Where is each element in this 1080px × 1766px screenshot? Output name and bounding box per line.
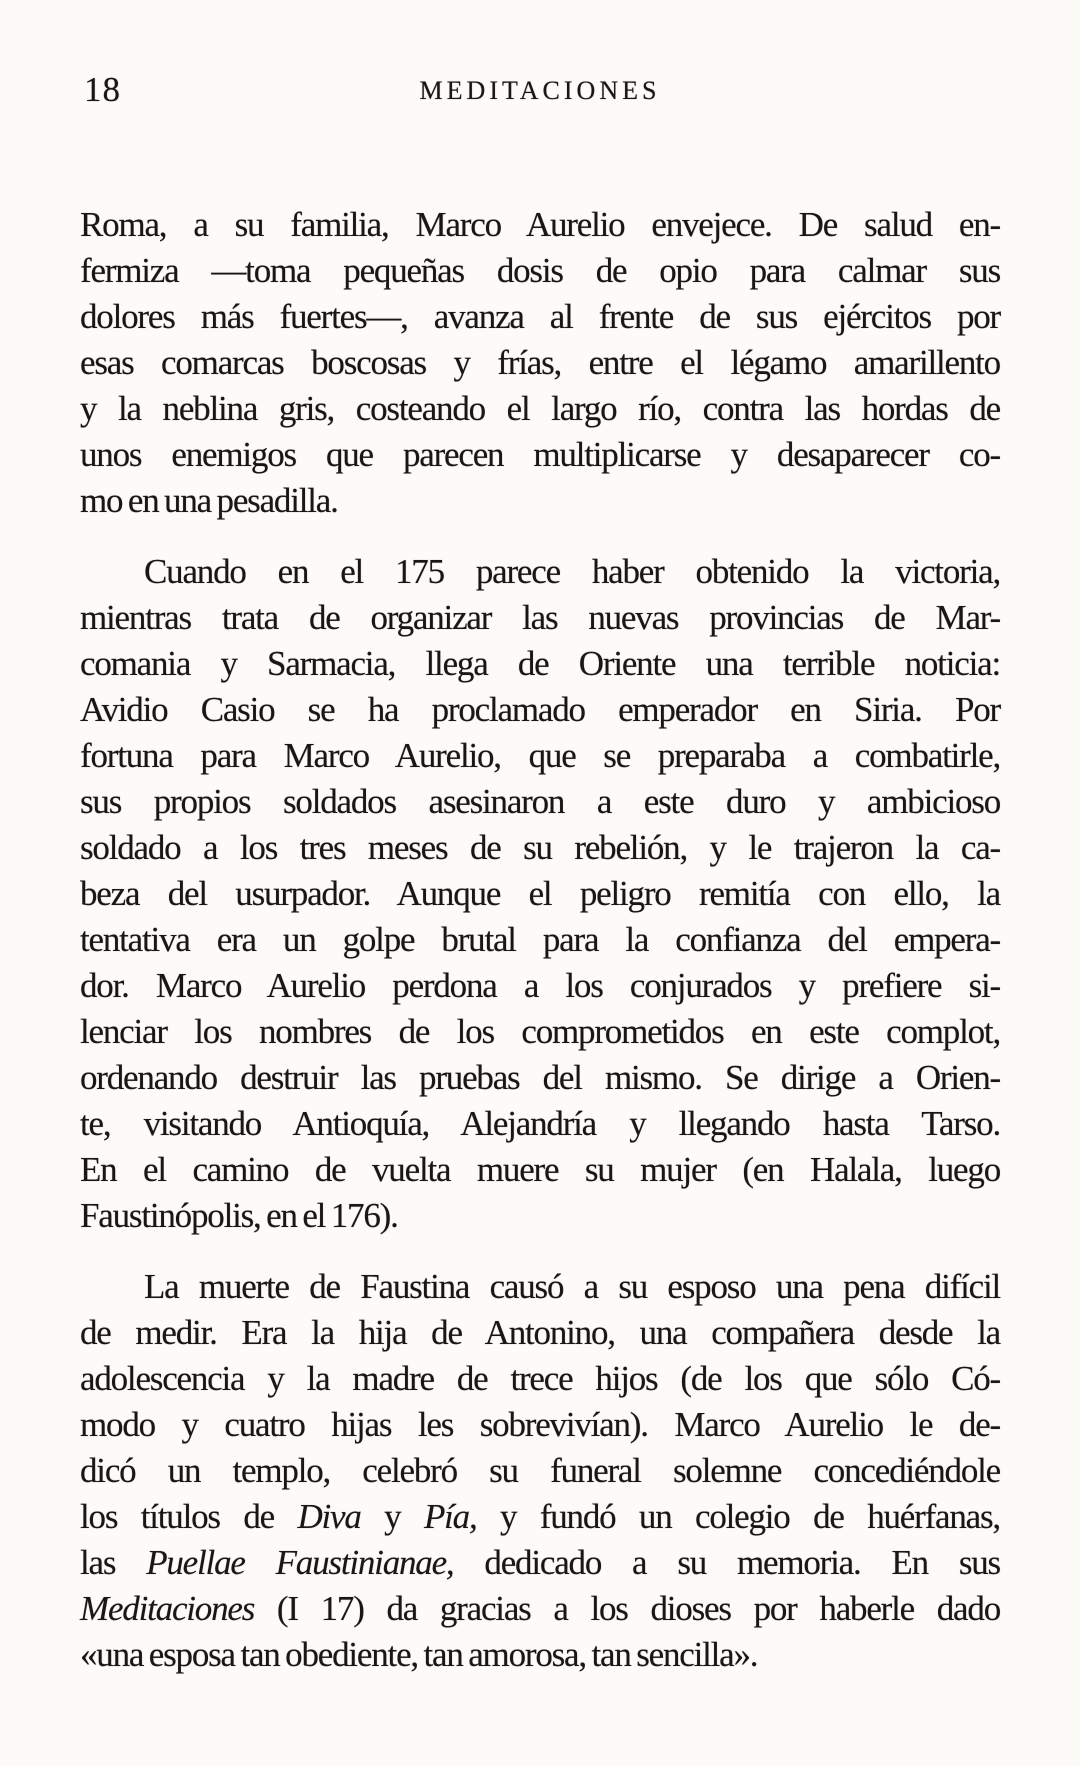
text-line: y la neblina gris, costeando el largo río, contra las hordas de (80, 389, 1000, 428)
paragraph (80, 1264, 1000, 1678)
text-line: Faustinópolis, en el 176). (80, 1196, 398, 1235)
text-line: adolescencia y la madre de trece hijos (de los que sólo Có- (80, 1359, 1000, 1398)
text-line: ordenando destruir las pruebas del mismo. Se dirige a Orien- (80, 1058, 1000, 1097)
text-line: La muerte de Faustina causó a su esposo una pena difícil (144, 1267, 1000, 1306)
text-line: dicó un templo, celebró su funeral solemne concediéndole (80, 1451, 1000, 1490)
text-line: Meditaciones (I 17) da gracias a los dioses por haberle dado (80, 1589, 1000, 1628)
text-line: mo en una pesadilla. (80, 481, 338, 520)
text-line: modo y cuatro hijas les sobrevivían). Marco Aurelio le de- (80, 1405, 1000, 1444)
text-line: Roma, a su familia, Marco Aurelio envejece. De salud en- (80, 205, 1000, 244)
text-line: sus propios soldados asesinaron a este duro y ambicioso (80, 782, 1000, 821)
text-line: te, visitando Antioquía, Alejandría y llegando hasta Tarso. (80, 1104, 1000, 1143)
page-number: 18 (84, 70, 121, 109)
text-line: Cuando en el 175 parece haber obtenido la victoria, (144, 552, 1000, 591)
page-header (80, 68, 1000, 112)
text-line: fermiza —toma pequeñas dosis de opio para calmar sus (80, 251, 1000, 290)
text-line: fortuna para Marco Aurelio, que se preparaba a combatirle, (80, 736, 1000, 775)
text-line: Avidio Casio se ha proclamado emperador en Siria. Por (80, 690, 1000, 729)
text-line: de medir. Era la hija de Antonino, una compañera desde la (80, 1313, 1000, 1352)
italic-text: Puellae Faustinianae, (146, 1543, 454, 1582)
text-line: esas comarcas boscosas y frías, entre el légamo amarillento (80, 343, 1000, 382)
text-line: comania y Sarmacia, llega de Oriente una terrible noticia: (80, 644, 1000, 683)
text-line: dor. Marco Aurelio perdona a los conjurados y prefiere si- (80, 966, 1000, 1005)
body-text (80, 202, 1000, 1678)
text-line: beza del usurpador. Aunque el peligro remitía con ello, la (80, 874, 1000, 913)
text-line: soldado a los tres meses de su rebelión, y le trajeron la ca- (80, 828, 1000, 867)
text-line: las Puellae Faustinianae, dedicado a su memoria. En sus (80, 1543, 1000, 1582)
text-line: dolores más fuertes—, avanza al frente de sus ejércitos por (80, 297, 1000, 336)
italic-text: Pía, (423, 1497, 477, 1536)
text-line: unos enemigos que parecen multiplicarse y desaparecer co- (80, 435, 1000, 474)
text-line: tentativa era un golpe brutal para la confianza del empera- (80, 920, 1000, 959)
text-line: lenciar los nombres de los comprometidos en este complot, (80, 1012, 1000, 1051)
paragraph (80, 202, 1000, 524)
text-line: En el camino de vuelta muere su mujer (en Halala, luego (80, 1150, 1000, 1189)
running-title: MEDITACIONES (419, 76, 661, 105)
italic-text: Diva (297, 1497, 361, 1536)
text-line: los títulos de Diva y Pía, y fundó un colegio de huérfanas, (80, 1497, 1000, 1536)
text-line: «una esposa tan obediente, tan amorosa, tan sencilla». (80, 1635, 758, 1674)
italic-text: Meditaciones (80, 1589, 255, 1628)
text-line: mientras trata de organizar las nuevas provincias de Mar- (80, 598, 1000, 637)
paragraph (80, 549, 1000, 1239)
